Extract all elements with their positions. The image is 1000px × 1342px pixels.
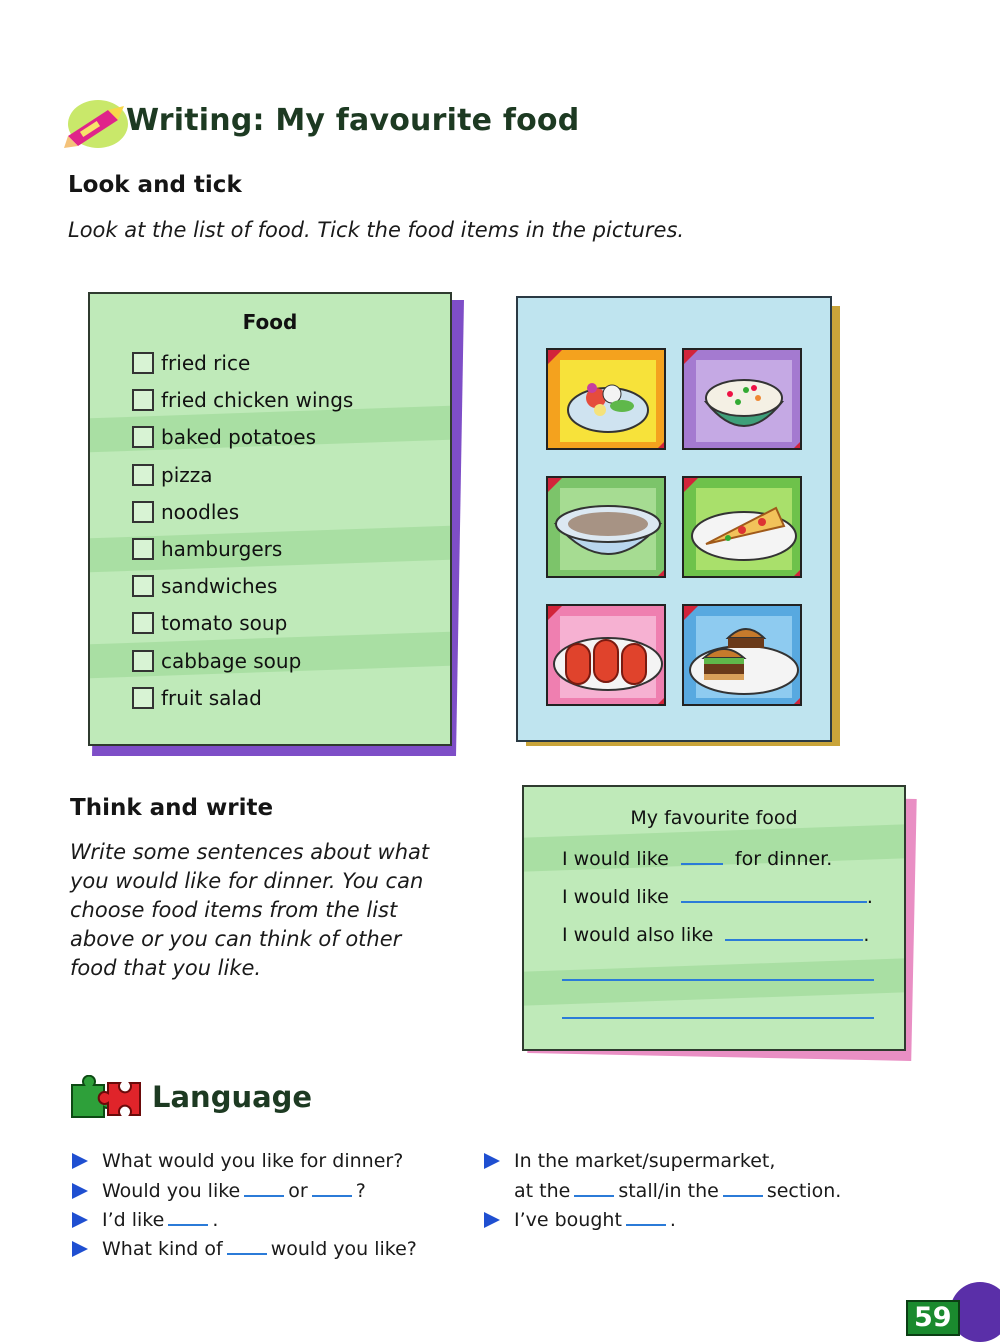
checkbox[interactable] [132,426,154,448]
food-item-label: cabbage soup [161,648,302,673]
food-list-item [132,460,213,490]
language-text: I’d like [102,1209,165,1231]
checkbox[interactable] [132,389,154,411]
food-item-label: fruit salad [161,685,262,710]
food-list-item [132,422,316,452]
food-item-label: baked potatoes [161,425,317,450]
language-title: Language [152,1080,313,1114]
writing-line-1 [562,845,832,870]
language-blank [244,1179,284,1197]
puzzle-icon [68,1075,144,1119]
answer-line[interactable] [562,1017,874,1019]
language-text: Would you like [102,1180,241,1202]
writing-line-3-start: I would also like [562,924,714,946]
language-blank [626,1208,666,1226]
writing-line-2-start: I would like [562,886,669,908]
food-item-label: hamburgers [161,537,283,561]
language-item-1 [72,1150,403,1172]
language-text: What kind of [102,1238,223,1260]
food-item-label: pizza [161,462,213,487]
instruction-line: above or you can think of other [70,927,402,951]
checkbox[interactable] [132,650,154,672]
food-list-title: Food [242,310,298,334]
writing-line-3 [562,921,869,946]
language-item-3 [72,1208,218,1231]
arrow-bullet-icon [72,1153,88,1169]
language-text: at the [514,1180,571,1202]
think-and-write-heading: Think and write [70,795,274,821]
noodles-picture[interactable] [546,476,666,578]
pizza-picture[interactable] [682,476,802,578]
language-text: ? [355,1180,366,1202]
instruction-line: choose food items from the list [70,898,398,922]
writing-line-1-start: I would like [562,848,669,870]
pictures-panel [516,296,832,742]
arrow-bullet-icon [72,1212,88,1228]
writing-line-2-end: . [866,886,873,908]
checkbox[interactable] [132,538,154,560]
writing-box-title: My favourite food [630,807,798,829]
food-list-panel [88,292,452,746]
arrow-bullet-icon [72,1241,88,1257]
language-blank [574,1179,614,1197]
arrow-bullet-icon [484,1212,500,1228]
language-item-5-continued [514,1179,841,1202]
language-blank [168,1208,208,1226]
checkbox[interactable] [132,612,154,634]
answer-blank[interactable] [681,883,867,903]
language-text: I’ve bought [514,1209,622,1231]
writing-line-3-end: . [863,924,870,946]
food-list-item [132,608,287,638]
language-text: section. [766,1180,842,1202]
think-and-write-instruction [70,838,490,983]
food-item-label: sandwiches [161,574,278,599]
checkbox[interactable] [132,687,154,709]
writing-line-1-end: for dinner. [734,848,833,870]
food-item-label: fried chicken wings [161,388,354,413]
language-text: or [288,1180,308,1202]
arrow-bullet-icon [484,1153,500,1169]
food-item-label: tomato soup [161,611,288,636]
language-item-6 [484,1208,676,1231]
language-text: What would you like for dinner? [102,1150,404,1172]
food-list-item [132,385,353,415]
arrow-bullet-icon [72,1183,88,1199]
look-and-tick-heading: Look and tick [68,172,242,198]
writing-line-2 [562,883,873,908]
language-text: stall/in the [618,1180,719,1202]
page-title: Writing: My favourite food [126,103,580,138]
sausages-picture[interactable] [546,604,666,706]
food-list-item [132,534,282,564]
pencil-icon [62,96,128,150]
checkbox[interactable] [132,501,154,523]
instruction-line: food that you like. [70,956,262,980]
food-list-item [132,348,250,378]
language-item-2 [72,1179,366,1202]
food-list-item [132,683,262,713]
food-list-item [132,497,239,527]
food-item-label: fried rice [161,351,251,375]
language-item-5 [484,1150,775,1172]
language-item-4 [72,1237,417,1260]
language-text: . [212,1209,219,1231]
answer-blank[interactable] [725,921,863,941]
look-and-tick-instruction: Look at the list of food. Tick the food items in the pictures. [68,218,685,242]
answer-line[interactable] [562,979,874,981]
instruction-line: Write some sentences about what [70,840,430,864]
page-number: 59 [906,1300,960,1336]
language-blank [723,1179,763,1197]
writing-box [522,785,906,1051]
language-text: In the market/supermarket, [514,1150,776,1172]
language-text: would you like? [270,1238,417,1260]
hamburgers-picture[interactable] [682,604,802,706]
fruit-salad-picture[interactable] [546,348,666,450]
answer-blank[interactable] [681,845,723,865]
instruction-line: you would like for dinner. You can [70,869,424,893]
food-list-item [132,646,301,676]
checkbox[interactable] [132,575,154,597]
language-text: . [669,1209,676,1231]
checkbox[interactable] [132,352,154,374]
checkbox[interactable] [132,464,154,486]
language-blank [227,1237,267,1255]
food-item-label: noodles [161,499,240,524]
food-list-item [132,571,277,601]
fried-rice-picture[interactable] [682,348,802,450]
language-blank [312,1179,352,1197]
